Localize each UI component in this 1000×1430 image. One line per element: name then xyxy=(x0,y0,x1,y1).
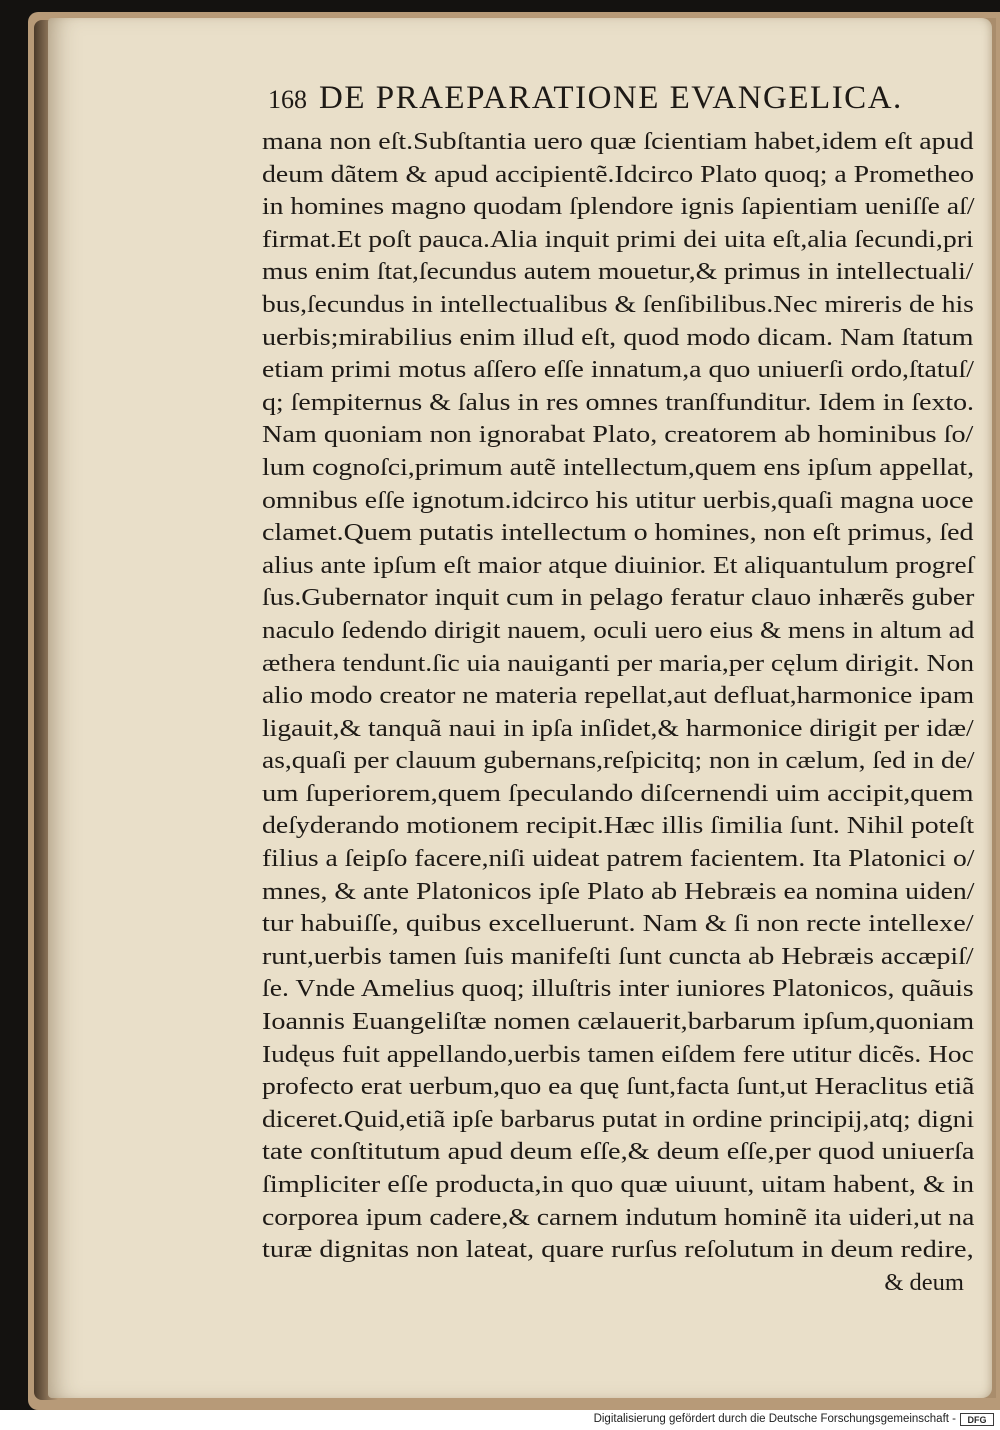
text-line: omnibus eſſe ignotum.idcirco his utitur uerbis,quaſi magna uoce xyxy=(262,486,974,514)
text-line: æthera tendunt.ſic uia nauiganti per maria,per cęlum dirigit. Non xyxy=(262,649,975,677)
text-line: firmat.Et poſt pauca.Alia inquit primi dei uita eſt,alia ſecundi,pri xyxy=(262,225,974,253)
text-line: deſyderando motionem recipit.Hæc illis ſimilia ſunt. Nihil poteſt xyxy=(262,812,975,840)
text-line: mnes, & ante Platonicos ipſe Plato ab Hebræis ea nomina uiden/ xyxy=(262,877,975,905)
page-text-block xyxy=(262,80,974,1299)
text-line: clamet.Quem putatis intellectum o homines, non eſt primus, ſed xyxy=(262,519,974,547)
running-title: DE PRAEPARATIONE EVANGELICA. xyxy=(319,80,903,116)
text-line: filius a ſeipſo facere,niſi uideat patrem facientem. Ita Platonici o/ xyxy=(262,845,975,873)
text-line: mus enim ſtat,ſecundus autem mouetur,& primus in intellectuali/ xyxy=(262,258,974,286)
text-line: mana non eſt.Subſtantia uero quæ ſcientiam habet,idem eſt apud xyxy=(262,128,974,155)
catchword: & deum xyxy=(884,1268,964,1296)
text-line: etiam primi motus aſſero eſſe innatum,a quo uniuerſi ordo,ſtatuſ/ xyxy=(262,356,974,384)
text-line: tur habuiſſe, quibus excelluerunt. Nam & ſi non recte intellexe/ xyxy=(262,910,974,938)
text-line: turæ dignitas non lateat, quare rurſus reſolutum in deum redire, xyxy=(262,1236,974,1264)
text-line: ligauit,& tanquã naui in ipſa inſidet,& harmonice dirigit per idæ/ xyxy=(262,714,974,742)
text-line: lum cognoſci,primum autẽ intellectum,quem ens ipſum appellat, xyxy=(262,453,975,481)
text-line: um ſuperiorem,quem ſpeculando diſcernendi uim accipit,quem xyxy=(262,779,974,807)
text-line: profecto erat uerbum,quo ea quę ſunt,facta ſunt,ut Heraclitus etiã xyxy=(262,1073,975,1101)
funding-credit: Digitalisierung gefördert durch die Deutsche Forschungsgemeinschaft - xyxy=(593,1413,956,1425)
text-line: alio modo creator ne materia repellat,aut defluat,harmonice ipam xyxy=(262,682,975,710)
text-line: uerbis;mirabilius enim illud eſt, quod modo dicam. Nam ſtatum xyxy=(262,323,974,351)
text-line: Nam quoniam non ignorabat Plato, creatorem ab hominibus ſo/ xyxy=(262,421,974,449)
text-line: Ioannis Euangeliſtæ nomen cælauerit,barbarum ipſum,quoniam xyxy=(262,1008,975,1036)
text-line: ſus.Gubernator inquit cum in pelago feratur clauo inhærẽs guber xyxy=(262,584,975,612)
text-line: naculo ſedendo dirigit nauem, oculi uero eius & mens in altum ad xyxy=(262,616,975,644)
text-line: corporea ipum cadere,& carnem indutum hominẽ ita uideri,ut na xyxy=(262,1203,975,1231)
text-line: q; ſempiternus & ſalus in res omnes tranſfunditur. Idem in ſexto. xyxy=(262,388,975,416)
text-line: in homines magno quodam ſplendore ignis ſapientiam ueniſſe aſ/ xyxy=(262,193,975,221)
running-head xyxy=(262,80,974,126)
text-line: diceret.Quid,etiã ipſe barbarus putat in ordine principij,atq; digni xyxy=(262,1105,975,1133)
text-line: runt,uerbis tamen ſuis manifeſti ſunt cuncta ab Hebræis accæpiſ/ xyxy=(262,942,974,970)
text-line: bus,ſecundus in intellectualibus & ſenſibilibus.Nec mireris de his xyxy=(262,290,974,318)
text-line: tate conſtitutum apud deum eſſe,& deum eſſe,per quod uniuerſa xyxy=(262,1138,975,1166)
dfg-logo: DFG xyxy=(960,1413,994,1426)
text-line: deum dãtem & apud accipientẽ.Idcirco Plato quoq; a Prometheo xyxy=(262,160,974,188)
text-line: as,quaſi per clauum gubernans,reſpicitq; non in cælum, ſed in de/ xyxy=(262,747,975,775)
text-line: alius ante ipſum eſt maior atque diuinior. Et aliquantulum progreſ xyxy=(262,551,975,579)
page-number: 168 xyxy=(268,85,307,114)
text-line: ſe. Vnde Amelius quoq; illuſtris inter iuniores Platonicos, quãuis xyxy=(262,975,974,1003)
text-line: ſimpliciter eſſe producta,in quo quæ uiuunt, uitam habent, & in xyxy=(262,1171,975,1198)
digitization-footer xyxy=(0,1410,1000,1430)
text-line: Iudęus fuit appellando,uerbis tamen eiſdem fere utitur dicẽs. Hoc xyxy=(262,1040,974,1068)
body-text xyxy=(262,126,974,1267)
